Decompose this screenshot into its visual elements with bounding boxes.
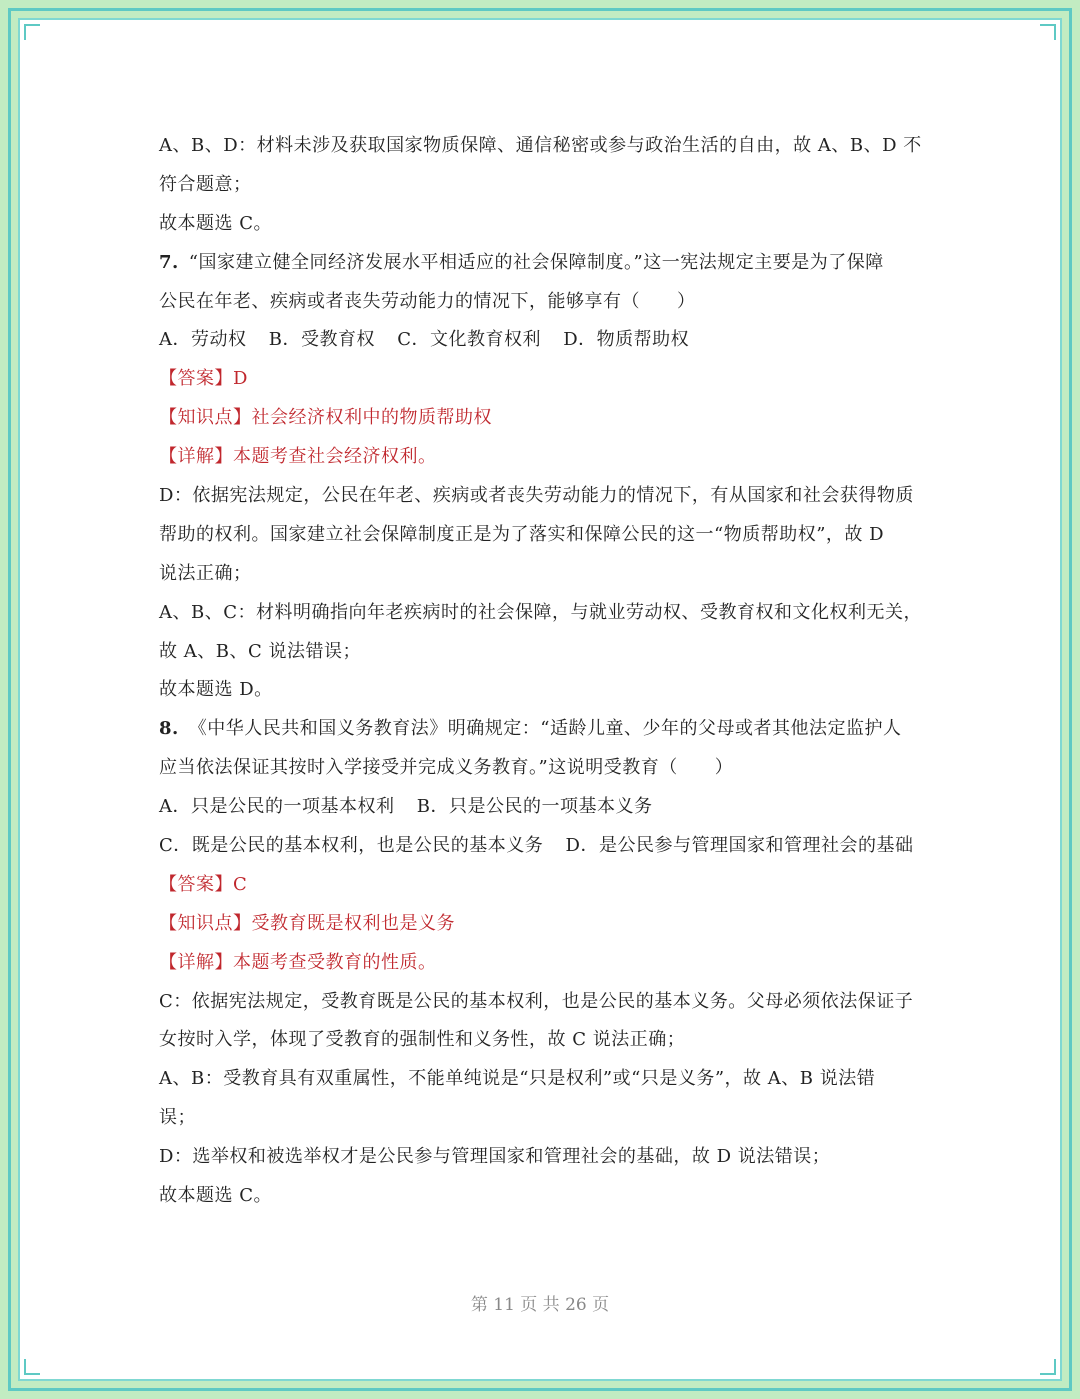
option-a: A．劳动权 xyxy=(159,329,247,351)
question-7-options xyxy=(159,321,919,360)
option-b: B．只是公民的一项基本义务 xyxy=(416,796,653,818)
answer-line: 【答案】C xyxy=(159,873,248,895)
explanation-line: A、B：受教育具有双重属性，不能单纯说是“只是权利”或“只是义务”，故 A、B 说法错 xyxy=(159,1068,876,1090)
question-7-stem xyxy=(159,244,919,283)
page-number: 第 11 页 共 26 页 xyxy=(470,1295,610,1315)
question-8-options-cd xyxy=(159,827,919,866)
frame-corner xyxy=(1040,1359,1056,1375)
explanation-line: D：选举权和被选举权才是公民参与管理国家和管理社会的基础，故 D 说法错误； xyxy=(159,1146,831,1168)
frame-corner xyxy=(24,24,40,40)
option-d: D．是公民参与管理国家和管理社会的基础 xyxy=(565,835,914,857)
option-d: D．物质帮助权 xyxy=(563,329,690,351)
detail-line: 【详解】本题考查社会经济权利。 xyxy=(159,446,437,468)
option-a: A．只是公民的一项基本权利 xyxy=(159,796,395,818)
question-7-stem-cont: 公民在年老、疾病或者丧失劳动能力的情况下，能够享有（ ） xyxy=(159,290,696,312)
knowledge-point-line: 【知识点】社会经济权利中的物质帮助权 xyxy=(159,407,492,429)
explanation-line: C：依据宪法规定，受教育既是公民的基本权利，也是公民的基本义务。父母必须依法保证子 xyxy=(159,990,914,1012)
frame-corner xyxy=(24,1359,40,1375)
question-8-stem-cont: 应当依法保证其按时入学接受并完成义务教育。”这说明受教育（ ） xyxy=(159,757,734,779)
explanation-line: A、B、C：材料明确指向年老疾病时的社会保障，与就业劳动权、受教育权和文化权利无关， xyxy=(159,601,922,623)
question-number: 7. xyxy=(159,251,179,273)
question-text: 《中华人民共和国义务教育法》明确规定：“适龄儿童、少年的父母或者其他法定监护人 xyxy=(188,718,902,740)
document-body xyxy=(159,127,922,1216)
explanation-line: 故 A、B、C 说法错误； xyxy=(159,640,361,662)
explanation-line: 说法正确； xyxy=(159,562,252,584)
explanation-line: A、B、D：材料未涉及获取国家物质保障、通信秘密或参与政治生活的自由，故 A、B、D 不 xyxy=(159,135,922,156)
explanation-line: D：依据宪法规定，公民在年老、疾病或者丧失劳动能力的情况下，有从国家和社会获得物质 xyxy=(159,485,914,507)
option-c: C．既是公民的基本权利，也是公民的基本义务 xyxy=(159,835,544,857)
question-8-options-ab xyxy=(159,788,919,827)
explanation-line: 符合题意； xyxy=(159,173,252,195)
conclusion-line: 故本题选 C。 xyxy=(159,1185,272,1207)
explanation-line: 帮助的权利。国家建立社会保障制度正是为了落实和保障公民的这一“物质帮助权”，故 D xyxy=(159,523,885,545)
knowledge-point-line: 【知识点】受教育既是权利也是义务 xyxy=(159,912,455,934)
explanation-line: 女按时入学，体现了受教育的强制性和义务性，故 C 说法正确； xyxy=(159,1029,686,1051)
option-b: B．受教育权 xyxy=(268,329,375,351)
question-number: 8. xyxy=(159,718,179,740)
conclusion-line: 故本题选 D。 xyxy=(159,679,273,701)
explanation-line: 误； xyxy=(159,1107,196,1129)
question-8-stem xyxy=(159,710,919,749)
conclusion-line: 故本题选 C。 xyxy=(159,212,272,234)
detail-line: 【详解】本题考查受教育的性质。 xyxy=(159,951,437,973)
answer-line: 【答案】D xyxy=(159,368,248,390)
option-c: C．文化教育权利 xyxy=(397,329,541,351)
question-text: “国家建立健全同经济发展水平相适应的社会保障制度。”这一宪法规定主要是为了保障 xyxy=(188,251,884,273)
frame-corner xyxy=(1040,24,1056,40)
